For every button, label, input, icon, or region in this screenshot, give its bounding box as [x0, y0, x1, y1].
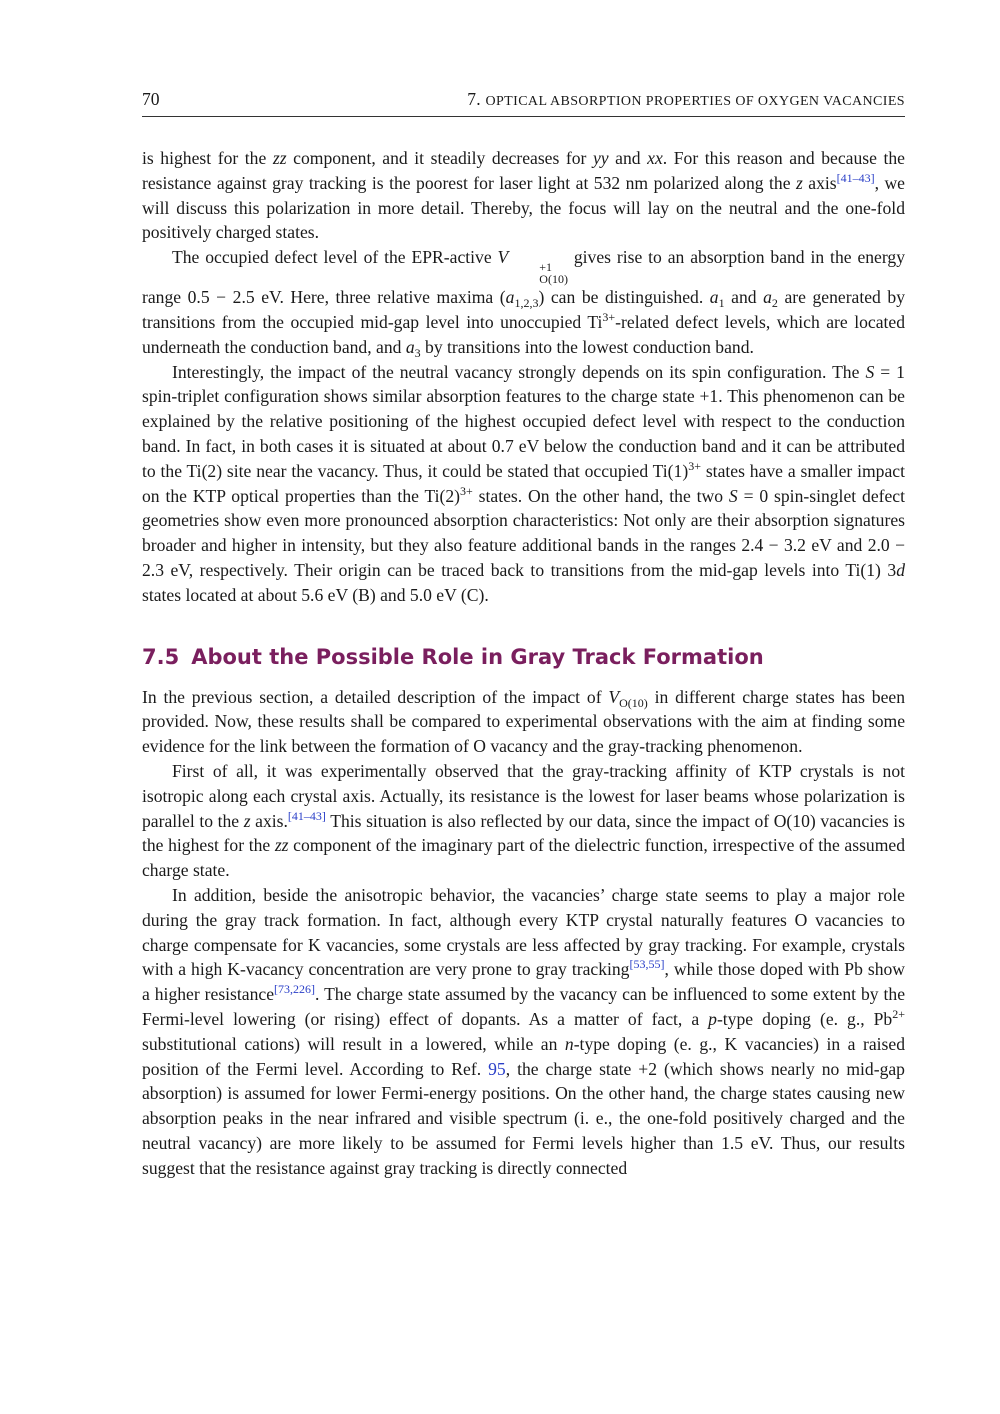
paragraph-3: Interestingly, the impact of the neutral vacancy strongly depends on its spin configuration. The S = 1 spin-triplet configuration shows similar absorption features to the charge state +1. This phenomenon can be explained by the relative positioning of the highest occupied defect level with respect to the conduction band. In fact, in both cases it is situated at about 0.7 eV below the conduction band and it can be attributed to the Ti(2) site near the vacancy. Thus, it could be stated that occupied $Ti(1)^{3+}$ states have a smaller impact on the KTP optical properties than the $Ti(2)^{3+}$ states. On the other hand, the two S = 0 spin-singlet defect geometries show even more pronounced absorption characteristics: Not only are their absorption signatures broader and higher in intensity, but they also feature additional bands in the ranges 2.4 − 3.2 eV and 2.0 − 2.3 eV, respectively. Their origin can be traced back to transitions from the mid-gap levels into Ti(1) 3d states located at about 5.6 eV (B) and 5.0 eV (C). [142, 361, 905, 605]
reference-link[interactable]: 95 [488, 1058, 506, 1079]
section-heading [142, 643, 905, 671]
page-number: 70 [142, 89, 160, 109]
paragraph-1: is highest for the zz component, and it steadily decreases for yy and xx. For this reason and because the resistance against gray tracking is the poorest for laser light at 532 nm polarized along the z axis[41–43], we will discuss this polarization in more detail. Thereby, the focus will lay on the neutral and the one-fold positively charged states. [142, 148, 905, 243]
paragraph-2: The occupied defect level of the EPR-active V +1 O(10) gives rise to an absorption band in the energy range 0.5 − 2.5 eV. Here, three relative maxima $(a_{1,2,3})$ can be distinguished. $a_1$ and $a_2$ are generated by transitions from the occupied mid-gap level into unoccupied $Ti^{3+}$-related defect levels, which are located underneath the conduction band, and $a_3$ by transitions into the lowest conduction band. [142, 247, 905, 360]
document-page [142, 88, 905, 1180]
chapter-heading: 7. OPTICAL ABSORPTION PROPERTIES OF OXYGEN VACANCIES [467, 89, 905, 109]
running-header [142, 88, 905, 117]
citation-link[interactable]: [41–43] [287, 808, 326, 823]
section-title: About the Possible Role in Gray Track Formation [191, 644, 764, 669]
paragraph-4: In the previous section, a detailed description of the impact of $V_{O(10)}$ in different charge states has been provided. Now, these results shall be compared to experimental observations with the aim at finding some evidence for the link between the formation of O vacancy and the gray-tracking phenomenon. [142, 686, 905, 757]
citation-link[interactable]: [73,226] [274, 982, 316, 997]
vacancy-indices: +1 O(10) [539, 260, 568, 287]
paragraph-5: First of all, it was experimentally observed that the gray-tracking affinity of KTP crystals is not isotropic along each crystal axis. Actually, its resistance is the lowest for laser beams whose polarization is parallel to the z axis.[41–43] This situation is also reflected by our data, since the impact of O(10) vacancies is the highest for the zz component of the imaginary part of the dielectric function, irrespective of the assumed charge state. [142, 760, 906, 881]
citation-link[interactable]: [53,55] [629, 957, 665, 972]
citation-link[interactable]: [41–43] [836, 170, 875, 185]
paragraph-6: In addition, beside the anisotropic behavior, the vacancies’ charge state seems to play a major role during the gray track formation. In fact, although every KTP crystal naturally features O vacancies to charge compensate for K vacancies, some crystals are less affected by gray tracking. For example, crystals with a high K-vacancy concentration are very prone to gray tracking[53,55], while those doped with Pb show a higher resistance[73,226]. The charge state assumed by the vacancy can be influenced to some extent by the Fermi-level lowering (or rising) effect of dopants. As a matter of fact, a p-type doping (e. g., $Pb^{2+}$ substitutional cations) will result in a lowered, while an n-type doping (e. g., K vacancies) in a raised position of the Fermi level. According to Ref. 95, the charge state +2 (which shows nearly no mid-gap absorption) is assumed for lower Fermi-energy positions. On the other hand, the charge states causing new absorption peaks in the near infrared and visible spectrum (i. e., the one-fold positively charged and the neutral vacancy) are more likely to be assumed for Fermi levels higher than 1.5 eV. Thus, our results suggest that the resistance against gray tracking is directly connected [142, 884, 906, 1178]
body-text [142, 146, 905, 1180]
section-number: 7.5 [142, 644, 180, 669]
chapter-title: OPTICAL ABSORPTION PROPERTIES OF OXYGEN VACANCIES [485, 94, 905, 109]
